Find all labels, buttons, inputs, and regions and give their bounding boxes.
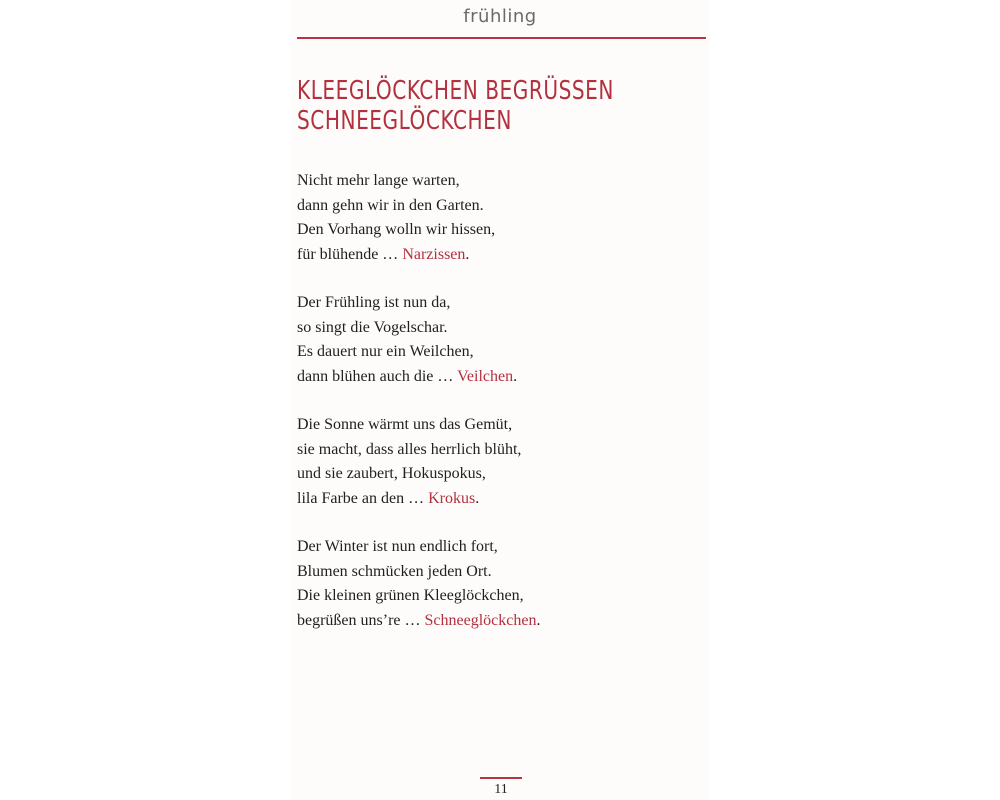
poem-title <box>297 76 614 136</box>
flower-word: Schneeglöckchen <box>424 611 537 629</box>
verse-line: Es dauert nur ein Weilchen, <box>297 343 474 360</box>
verse-line: dann gehn wir in den Garten. <box>297 196 484 214</box>
verse-line: Der Winter ist nun endlich fort, <box>297 538 498 555</box>
poem-title-line-2: SCHNEEGLÖCKCHEN <box>297 106 512 136</box>
verse-line: Die Sonne wärmt uns das Gemüt, <box>297 416 513 433</box>
page-number: 11 <box>494 782 508 797</box>
verse-line: Nicht mehr lange warten, <box>297 172 460 189</box>
verse-line-last <box>297 487 521 512</box>
header-divider <box>297 37 706 39</box>
verse-line: und sie zaubert, Hokuspokus, <box>297 465 486 482</box>
verse-line: Den Vorhang wolln wir hissen, <box>297 221 496 238</box>
verse-prefix: lila Farbe an den … <box>297 489 429 507</box>
footer-divider <box>480 777 522 779</box>
verse-line: Blumen schmücken jeden Ort. <box>297 562 492 580</box>
flower-word: Krokus <box>428 489 476 507</box>
verse-prefix: für blühende … <box>297 245 403 263</box>
verse-line: Der Frühling ist nun da, <box>297 294 451 311</box>
stanza-3 <box>297 413 521 511</box>
verse-prefix: dann blühen auch die … <box>297 367 458 385</box>
flower-word: Narzissen <box>402 245 466 263</box>
book-page <box>290 0 710 800</box>
flower-word: Veilchen <box>457 367 514 385</box>
stanza-1 <box>297 169 495 267</box>
verse-line-last <box>297 609 540 634</box>
verse-line: Die kleinen grünen Kleeglöckchen, <box>297 587 524 604</box>
stanza-4 <box>297 535 540 633</box>
verse-line-last <box>297 243 495 268</box>
chapter-header: frühling <box>463 6 537 27</box>
verse-line: sie macht, dass alles herrlich blüht, <box>297 440 522 458</box>
verse-suffix: . <box>513 367 518 385</box>
verse-suffix: . <box>536 611 541 629</box>
poem-title-line-1: KLEEGLÖCKCHEN BEGRÜSSEN <box>297 76 614 106</box>
verse-suffix: . <box>475 489 480 507</box>
stanza-2 <box>297 291 517 389</box>
verse-line-last <box>297 365 517 390</box>
verse-line: so singt die Vogelschar. <box>297 318 448 336</box>
verse-prefix: begrüßen uns’re … <box>297 611 425 629</box>
verse-suffix: . <box>465 245 470 263</box>
